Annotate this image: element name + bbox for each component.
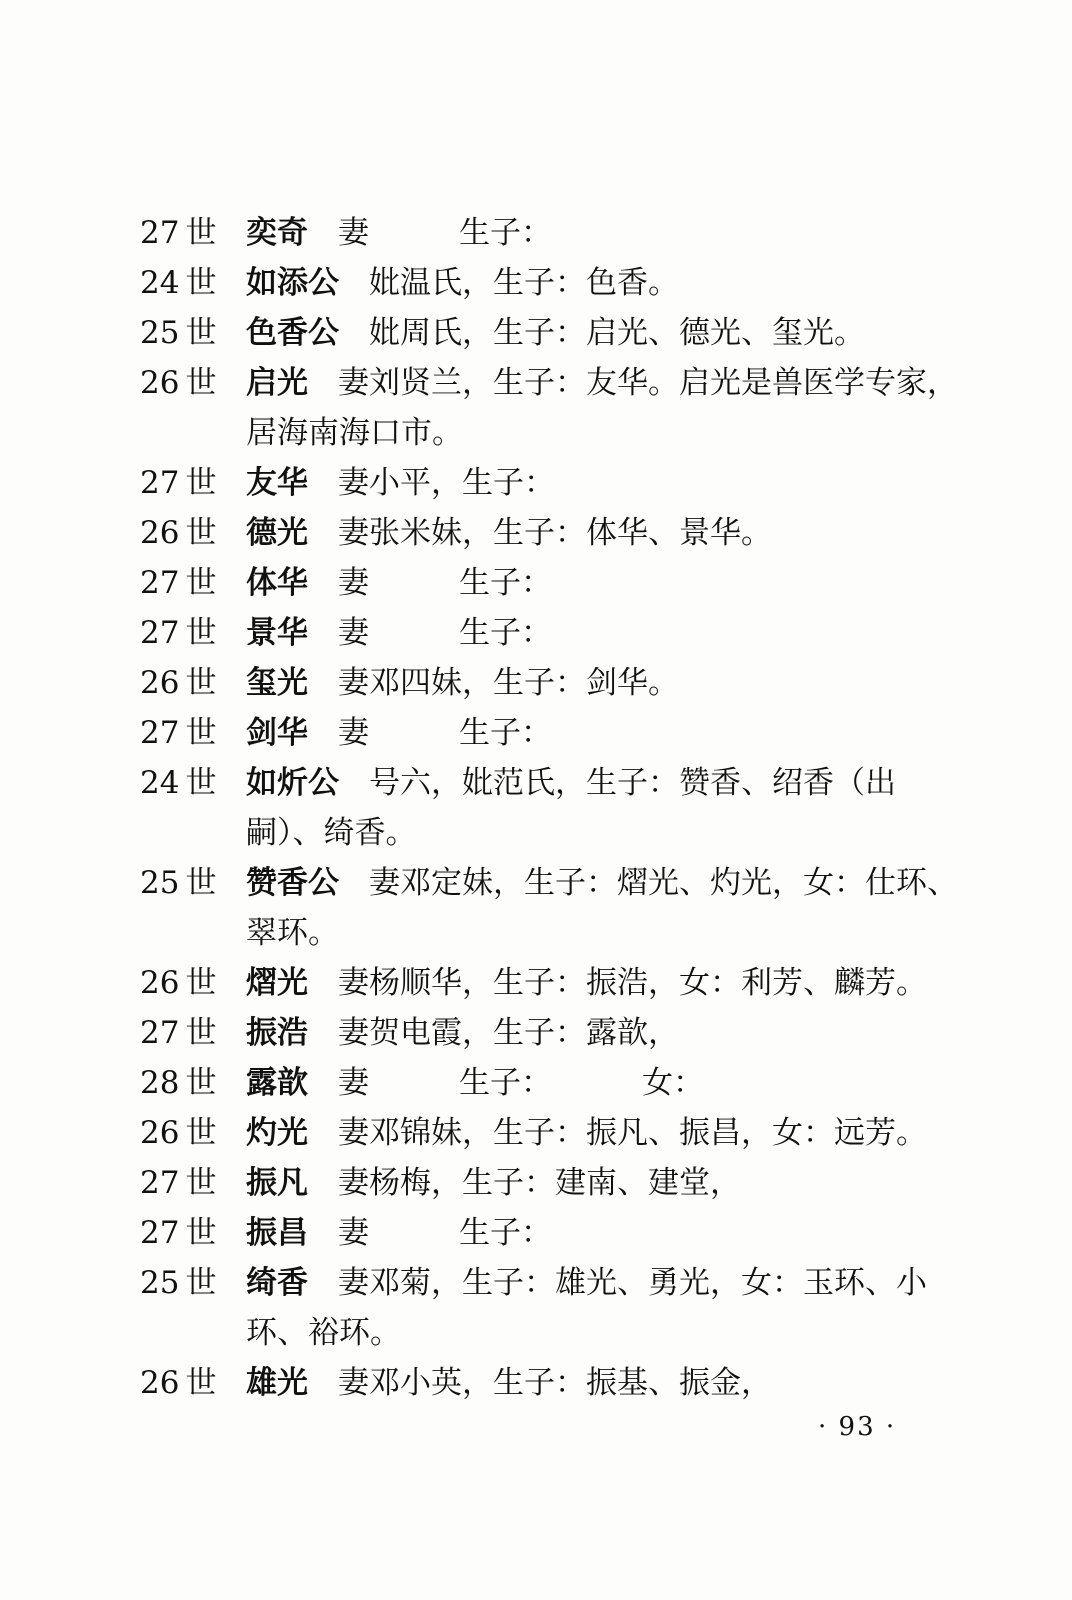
generation-suffix: 世 [185,1065,217,1101]
generation-suffix: 世 [185,1165,217,1201]
generation-number: 26 [140,515,180,551]
generation-label [140,1208,246,1258]
genealogy-entry [140,1358,970,1408]
genealogy-entries [140,208,970,1408]
entry-detail: 妻邓锦妹，生子：振凡、振昌，女：远芳。 [338,1115,927,1151]
generation-label [140,658,246,708]
generation-number: 26 [140,965,180,1001]
generation-number: 25 [140,1265,180,1301]
genealogy-entry [140,508,970,558]
generation-suffix: 世 [185,765,217,801]
generation-number: 25 [140,315,180,351]
page-number: · 93 · [818,1412,897,1442]
generation-suffix: 世 [185,1365,217,1401]
generation-suffix: 世 [185,965,217,1001]
genealogy-entry [140,1008,970,1058]
generation-label [140,458,246,508]
entry-text [246,508,970,558]
entry-detail: 妻刘贤兰，生子：友华。启光是兽医学专家，居海南海口市。 [246,365,958,451]
entry-detail: 妻小平，生子： [338,465,555,501]
person-name: 奕奇 [246,215,308,251]
entry-text [246,458,970,508]
genealogy-entry [140,758,970,858]
generation-suffix: 世 [185,315,217,351]
entry-text [246,1208,970,1258]
entry-detail: 生子： [459,1065,552,1101]
entry-detail: 妻 [338,715,369,751]
generation-number: 24 [140,265,180,301]
person-name: 景华 [246,615,308,651]
generation-number: 25 [140,865,180,901]
entry-detail: 生子： [459,1215,552,1251]
generation-number: 26 [140,1365,180,1401]
genealogy-entry [140,208,970,258]
entry-detail: 妻杨顺华，生子：振浩，女：利芳、麟芳。 [338,965,927,1001]
genealogy-entry [140,1108,970,1158]
generation-number: 27 [140,215,180,251]
person-name: 熠光 [246,965,308,1001]
generation-label [140,258,246,308]
genealogy-entry [140,458,970,508]
entry-text [246,358,970,458]
entry-detail: 生子： [459,215,552,251]
entry-detail: 妻邓小英，生子：振基、振金， [338,1365,772,1401]
genealogy-entry [140,258,970,308]
entry-detail: 妻 [338,1065,369,1101]
generation-suffix: 世 [185,465,217,501]
generation-label [140,758,246,858]
entry-text [246,258,970,308]
entry-text [246,1158,970,1208]
generation-suffix: 世 [185,715,217,751]
generation-label [140,508,246,558]
entry-text [246,608,970,658]
entry-detail: 妻邓定妹，生子：熠光、灼光，女：仕环、翠环。 [246,865,958,951]
generation-number: 24 [140,765,180,801]
entry-text [246,758,970,858]
generation-label [140,858,246,958]
entry-text [246,208,970,258]
genealogy-entry [140,308,970,358]
person-name: 德光 [246,515,308,551]
generation-label [140,358,246,458]
genealogy-entry [140,1058,970,1108]
genealogy-entry [140,1208,970,1258]
genealogy-entry [140,358,970,458]
genealogy-entry [140,858,970,958]
generation-suffix: 世 [185,865,217,901]
generation-suffix: 世 [185,215,217,251]
entry-detail: 妻张米妹，生子：体华、景华。 [338,515,772,551]
generation-number: 26 [140,365,180,401]
entry-text [246,858,970,958]
generation-suffix: 世 [185,515,217,551]
person-name: 玺光 [246,665,308,701]
generation-suffix: 世 [185,1115,217,1151]
entry-text [246,1108,970,1158]
generation-number: 28 [140,1065,180,1101]
entry-text [246,958,970,1008]
generation-suffix: 世 [185,365,217,401]
generation-label [140,708,246,758]
entry-text [246,558,970,608]
generation-label [140,1158,246,1208]
entry-detail: 妻 [338,565,369,601]
generation-label [140,1108,246,1158]
entry-detail: 妻邓四妹，生子：剑华。 [338,665,679,701]
genealogy-entry [140,658,970,708]
generation-label [140,958,246,1008]
person-name: 振浩 [246,1015,308,1051]
entry-detail: 妣周氏，生子：启光、德光、玺光。 [369,315,865,351]
entry-detail: 妻杨梅，生子：建南、建堂， [338,1165,741,1201]
person-name: 振凡 [246,1165,308,1201]
genealogy-entry [140,558,970,608]
generation-label [140,1258,246,1358]
person-name: 色香公 [246,315,339,351]
generation-label [140,558,246,608]
person-name: 如炘公 [246,765,339,801]
generation-number: 26 [140,665,180,701]
generation-number: 27 [140,1215,180,1251]
entry-text [246,658,970,708]
person-name: 灼光 [246,1115,308,1151]
person-name: 雄光 [246,1365,308,1401]
generation-number: 27 [140,465,180,501]
genealogy-entry [140,958,970,1008]
entry-text [246,308,970,358]
genealogy-entry [140,1158,970,1208]
generation-number: 27 [140,1015,180,1051]
entry-detail: 妣温氏，生子：色香。 [369,265,679,301]
generation-label [140,308,246,358]
entry-text [246,708,970,758]
entry-detail: 女： [642,1065,704,1101]
entry-detail: 妻 [338,1215,369,1251]
entry-text [246,1008,970,1058]
generation-number: 26 [140,1115,180,1151]
generation-label [140,1358,246,1408]
generation-suffix: 世 [185,265,217,301]
entry-text [246,1058,970,1108]
genealogy-entry [140,708,970,758]
generation-suffix: 世 [185,615,217,651]
genealogy-entry [140,608,970,658]
entry-detail: 妻邓菊，生子：雄光、勇光，女：玉环、小环、裕环。 [246,1265,927,1351]
entry-detail: 生子： [459,715,552,751]
person-name: 体华 [246,565,308,601]
generation-suffix: 世 [185,1015,217,1051]
person-name: 露歆 [246,1065,308,1101]
person-name: 赞香公 [246,865,339,901]
entry-detail: 妻 [338,615,369,651]
generation-number: 27 [140,1165,180,1201]
entry-detail: 妻贺电霞，生子：露歆， [338,1015,679,1051]
generation-number: 27 [140,615,180,651]
generation-suffix: 世 [185,565,217,601]
entry-detail: 妻 [338,215,369,251]
generation-label [140,1058,246,1108]
person-name: 振昌 [246,1215,308,1251]
generation-suffix: 世 [185,665,217,701]
generation-number: 27 [140,715,180,751]
entry-detail: 号六，妣范氏，生子：赞香、绍香（出嗣）、绮香。 [246,765,896,851]
genealogy-entry [140,1258,970,1358]
person-name: 启光 [246,365,308,401]
person-name: 如添公 [246,265,339,301]
entry-text [246,1258,970,1358]
generation-label [140,1008,246,1058]
entry-detail: 生子： [459,615,552,651]
person-name: 剑华 [246,715,308,751]
generation-suffix: 世 [185,1215,217,1251]
generation-label [140,608,246,658]
entry-text [246,1358,970,1408]
generation-number: 27 [140,565,180,601]
generation-label [140,208,246,258]
generation-suffix: 世 [185,1265,217,1301]
entry-detail: 生子： [459,565,552,601]
person-name: 绮香 [246,1265,308,1301]
person-name: 友华 [246,465,308,501]
